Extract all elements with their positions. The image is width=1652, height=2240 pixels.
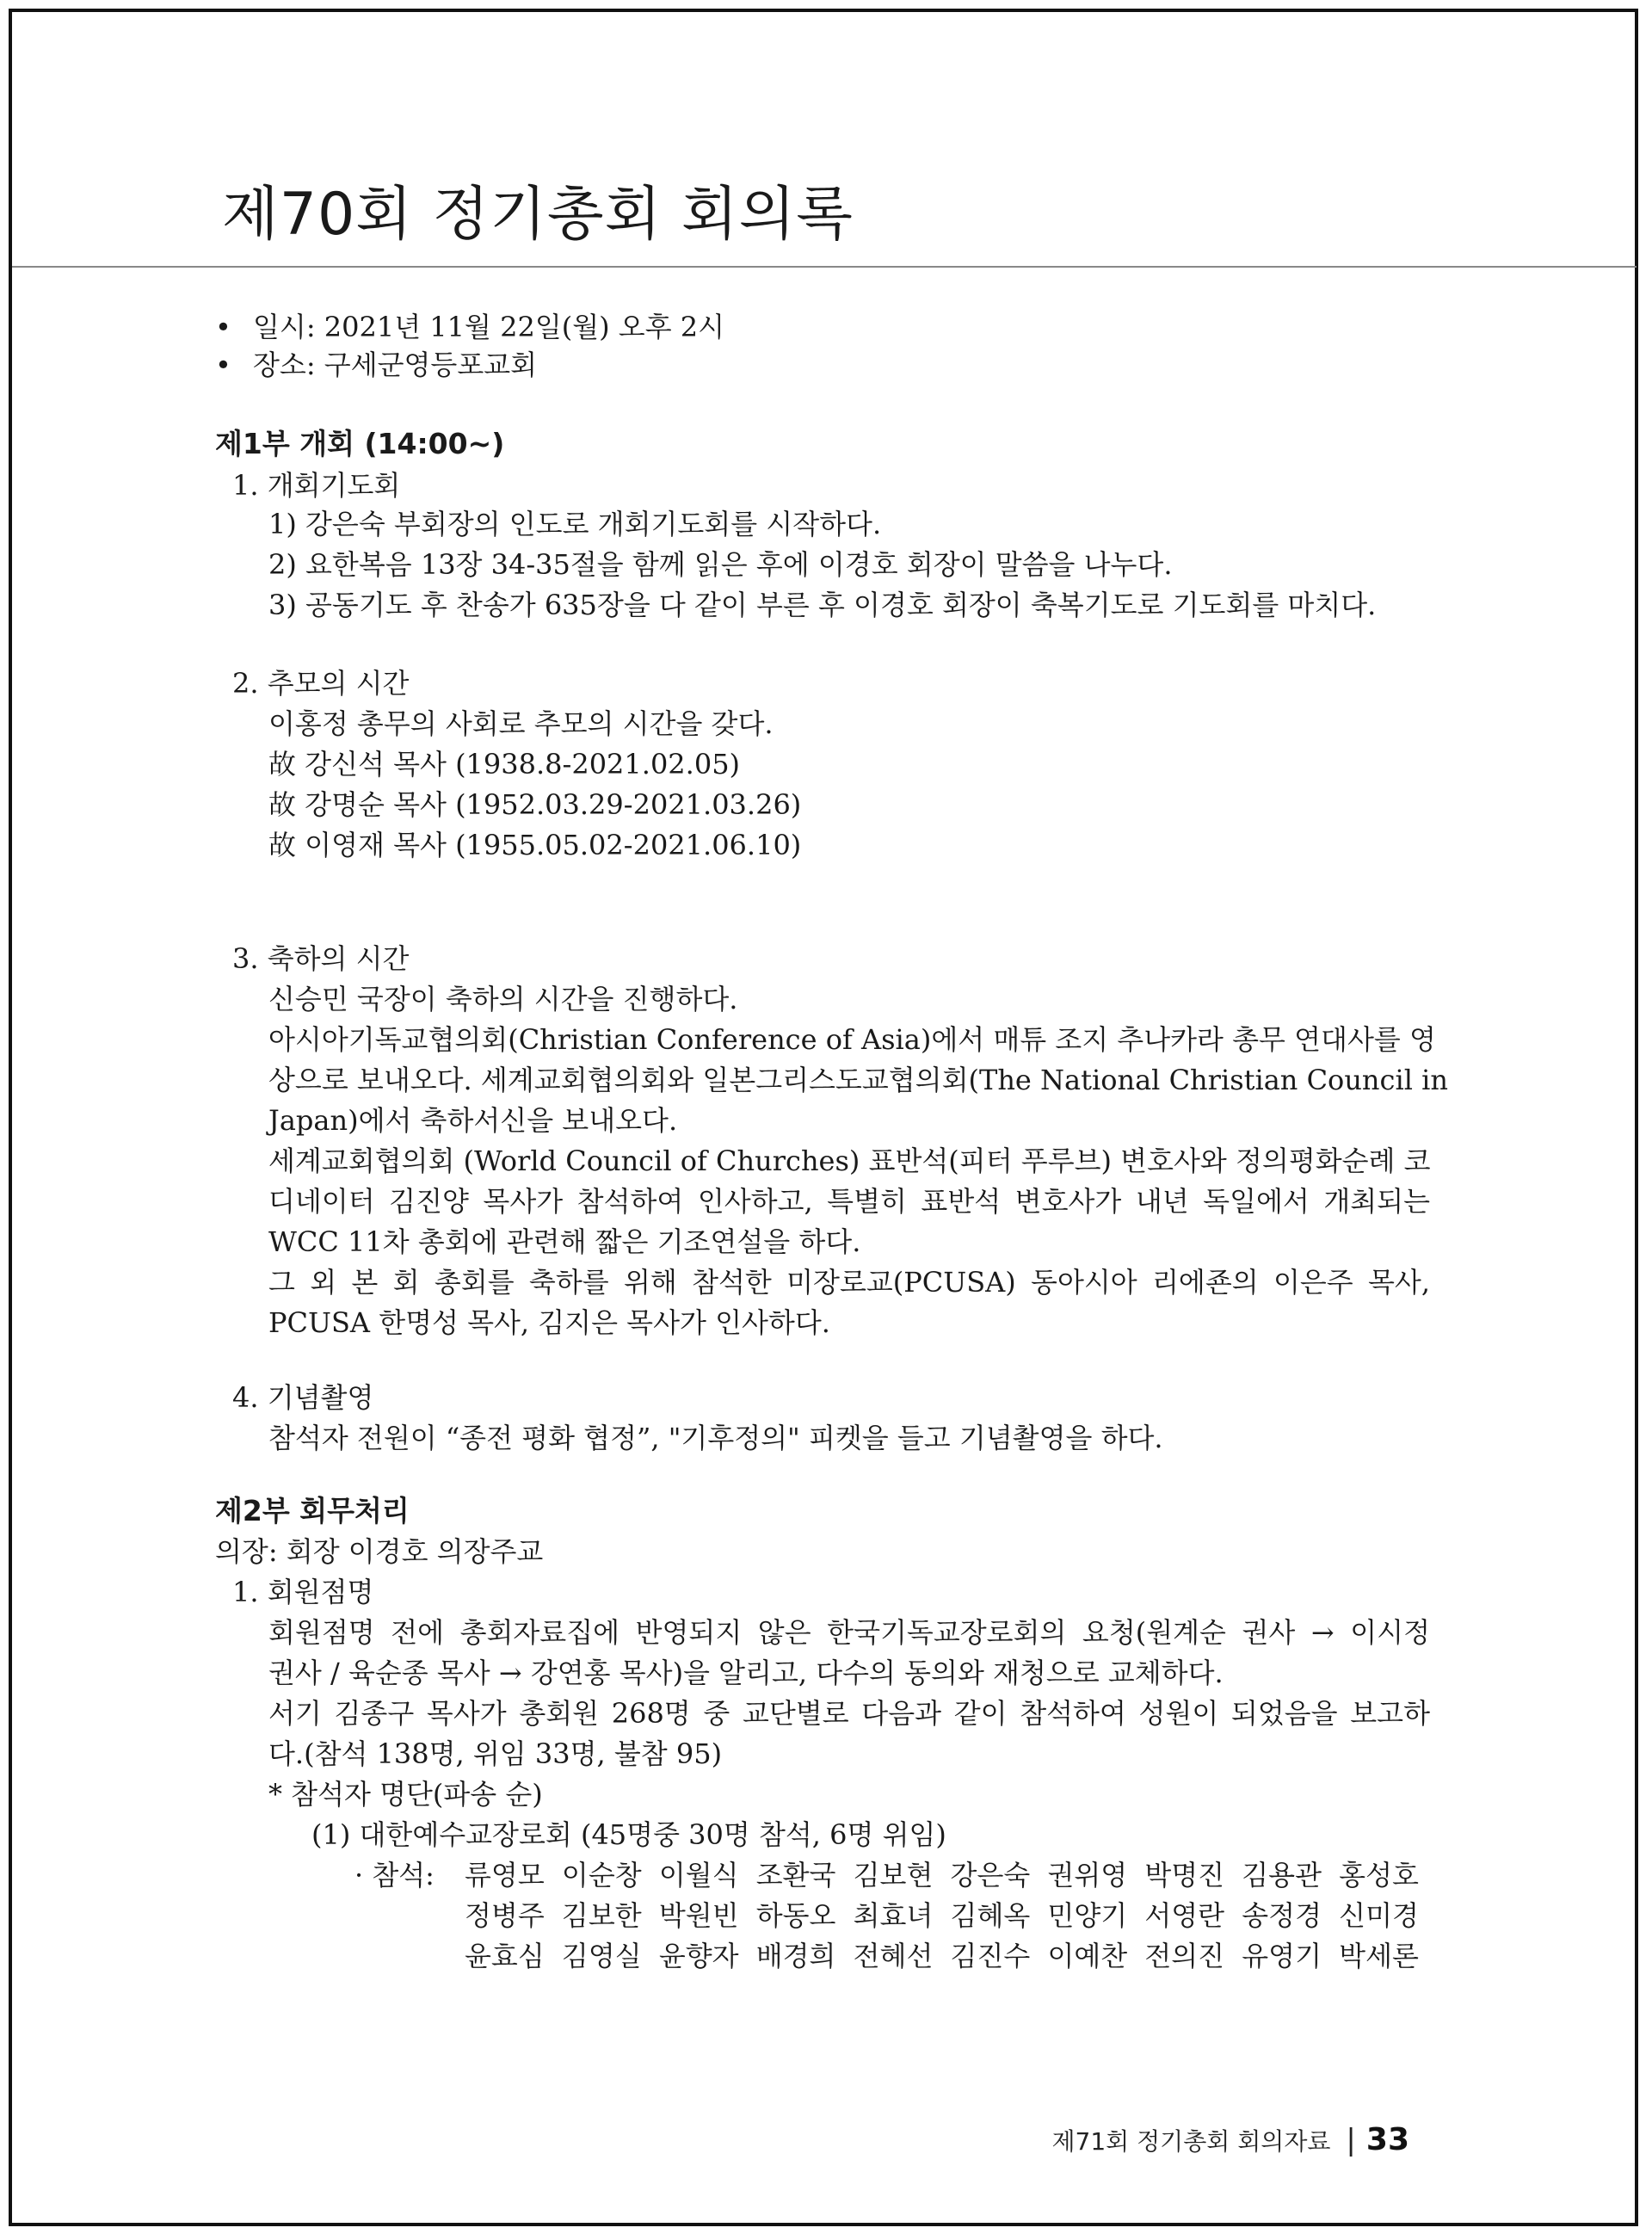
item-title: 3. 축하의 시간 — [232, 942, 410, 975]
item-line: PCUSA 한명성 목사, 김지은 목사가 인사하다. — [268, 1306, 830, 1339]
part1-heading: 제1부 개회 (14:00~) — [215, 427, 505, 460]
meta-date-text: 일시: 2021년 11월 22일(월) 오후 2시 — [253, 311, 725, 343]
item-line: 1) 강은숙 부회장의 인도로 개회기도회를 시작하다. — [268, 508, 882, 540]
item-title: 2. 추모의 시간 — [232, 667, 410, 700]
item-line: 서기 김종구 목사가 총회원 268명 중 교단별로 다음과 같이 참석하여 성원이 되었음을 보고하 — [268, 1697, 1430, 1730]
item-title: 4. 기념촬영 — [232, 1381, 374, 1414]
footer-separator: | — [1346, 2123, 1356, 2157]
item-line: Japan)에서 축하서신을 보내오다. — [268, 1104, 678, 1137]
item-line: 3) 공동기도 후 찬송가 635장을 다 같이 부른 후 이경호 회장이 축복기도로 기도회를 마치다. — [268, 589, 1377, 621]
attendees-heading: * 참석자 명단(파송 순) — [268, 1778, 543, 1811]
item-line: 참석자 전원이 “종전 평화 협정”, "기후정의" 피켓을 들고 기념촬영을 하다. — [268, 1422, 1163, 1454]
item-line: 그 외 본 회 총회를 축하를 위해 참석한 미장로교(PCUSA) 동아시아 리에죤의 이은주 목사, — [268, 1266, 1430, 1299]
memorial-line: 故 이영재 목사 (1955.05.02-2021.06.10) — [268, 829, 802, 861]
meta-place — [215, 344, 537, 386]
item-line: 회원점명 전에 총회자료집에 반영되지 않은 한국기독교장로회의 요청(원계순 권사 → 이시정 — [268, 1616, 1430, 1649]
item-line: 세계교회협의회 (World Council of Churches) 표반석(피터 푸루브) 변호사와 정의평화순례 코 — [268, 1145, 1431, 1177]
item-line: WCC 11차 총회에 관련해 짧은 기조연설을 하다. — [268, 1225, 861, 1258]
page-footer — [1052, 2122, 1410, 2157]
part2-heading: 제2부 회무처리 — [215, 1494, 410, 1527]
bullet-icon: • — [215, 349, 231, 381]
item-line: 2) 요한복음 13장 34-35절을 함께 읽은 후에 이경호 회장이 말씀을 나누다. — [268, 548, 1173, 581]
page-number: 33 — [1365, 2122, 1409, 2157]
memorial-line: 故 강신석 목사 (1938.8-2021.02.05) — [268, 748, 741, 781]
item-line: 이홍정 총무의 사회로 추모의 시간을 갖다. — [268, 707, 774, 740]
denomination-line: (1) 대한예수교장로회 (45명중 30명 참석, 6명 위임) — [311, 1818, 946, 1851]
meta-place-text: 장소: 구세군영등포교회 — [253, 349, 538, 381]
item-line: 권사 / 육순종 목사 → 강연홍 목사)을 알리고, 다수의 동의와 재청으로 교체하다. — [268, 1657, 1224, 1689]
item-line: 다.(참석 138명, 위임 33명, 불참 95) — [268, 1737, 723, 1770]
bullet-icon: • — [215, 311, 231, 343]
title-divider — [12, 266, 1637, 268]
attendee-names: 정병주 김보한 박원빈 하동오 최효녀 김혜옥 민양기 서영란 송정경 신미경 — [465, 1899, 1419, 1932]
meta-date — [215, 306, 724, 348]
attendee-names: 윤효심 김영실 윤향자 배경희 전혜선 김진수 이예찬 전의진 유영기 박세론 — [465, 1940, 1419, 1972]
item-line: 디네이터 김진양 목사가 참석하여 인사하고, 특별히 표반석 변호사가 내년 독일에서 개최되는 — [268, 1185, 1430, 1218]
chair-line: 의장: 회장 이경호 의장주교 — [215, 1535, 544, 1568]
attend-label: · 참석: — [354, 1859, 435, 1891]
page-title: 제70회 정기총회 회의록 — [222, 181, 854, 249]
attendee-names: 류영모 이순창 이월식 조환국 김보현 강은숙 권위영 박명진 김용관 홍성호 — [465, 1859, 1419, 1891]
footer-title: 제71회 정기총회 회의자료 — [1051, 2127, 1331, 2156]
item-title: 1. 회원점명 — [232, 1576, 374, 1608]
item-line: 신승민 국장이 축하의 시간을 진행하다. — [268, 983, 738, 1015]
memorial-line: 故 강명순 목사 (1952.03.29-2021.03.26) — [268, 788, 802, 821]
item-title: 1. 개회기도회 — [232, 469, 401, 502]
item-line: 상으로 보내오다. 세계교회협의회와 일본그리스도교협의회(The National Christian Council in — [268, 1064, 1448, 1096]
item-line: 아시아기독교협의회(Christian Conference of Asia)에서 매튜 조지 추나카라 총무 연대사를 영 — [268, 1023, 1436, 1056]
